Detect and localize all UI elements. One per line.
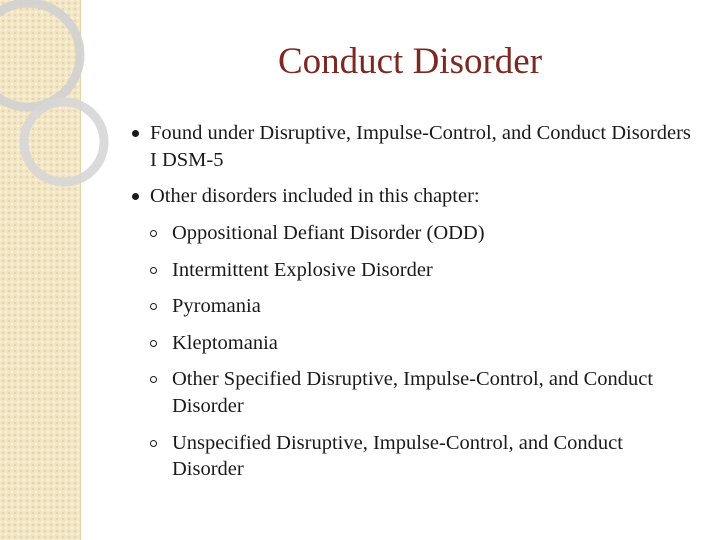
slide-title: Conduct Disorder xyxy=(277,41,543,82)
sub-list-item xyxy=(128,330,698,357)
bullet-list xyxy=(128,120,698,493)
sub-list-item-text: Other Specified Disruptive, Impulse-Control, and Conduct Disorder xyxy=(172,368,654,418)
sub-list-item xyxy=(128,366,698,419)
list-item xyxy=(128,183,698,210)
list-item xyxy=(128,120,698,173)
sub-list-item xyxy=(128,257,698,284)
sub-list-item-text: Intermittent Explosive Disorder xyxy=(172,258,433,281)
filled-circle-bullet-icon xyxy=(132,130,139,137)
sub-list-item-text: Oppositional Defiant Disorder (ODD) xyxy=(172,221,485,244)
sub-list-item xyxy=(128,430,698,483)
sub-list-item xyxy=(128,293,698,320)
hollow-circle-bullet-icon xyxy=(150,340,157,347)
hollow-circle-bullet-icon xyxy=(150,303,157,310)
sub-list-item-text: Pyromania xyxy=(172,295,261,318)
list-item-text: Other disorders included in this chapter: xyxy=(150,185,480,208)
hollow-circle-bullet-icon xyxy=(150,440,157,447)
sub-list-item-text: Unspecified Disruptive, Impulse-Control, and Conduct Disorder xyxy=(172,431,623,481)
hollow-circle-bullet-icon xyxy=(150,230,157,237)
ring-decoration-icon xyxy=(0,0,110,210)
hollow-circle-bullet-icon xyxy=(150,267,157,274)
hollow-circle-bullet-icon xyxy=(150,376,157,383)
filled-circle-bullet-icon xyxy=(132,193,139,200)
sub-list-item xyxy=(128,220,698,247)
list-item-text: Found under Disruptive, Impulse-Control, and Conduct Disorders I DSM-5 xyxy=(150,122,691,171)
sub-list-item-text: Kleptomania xyxy=(172,331,278,354)
